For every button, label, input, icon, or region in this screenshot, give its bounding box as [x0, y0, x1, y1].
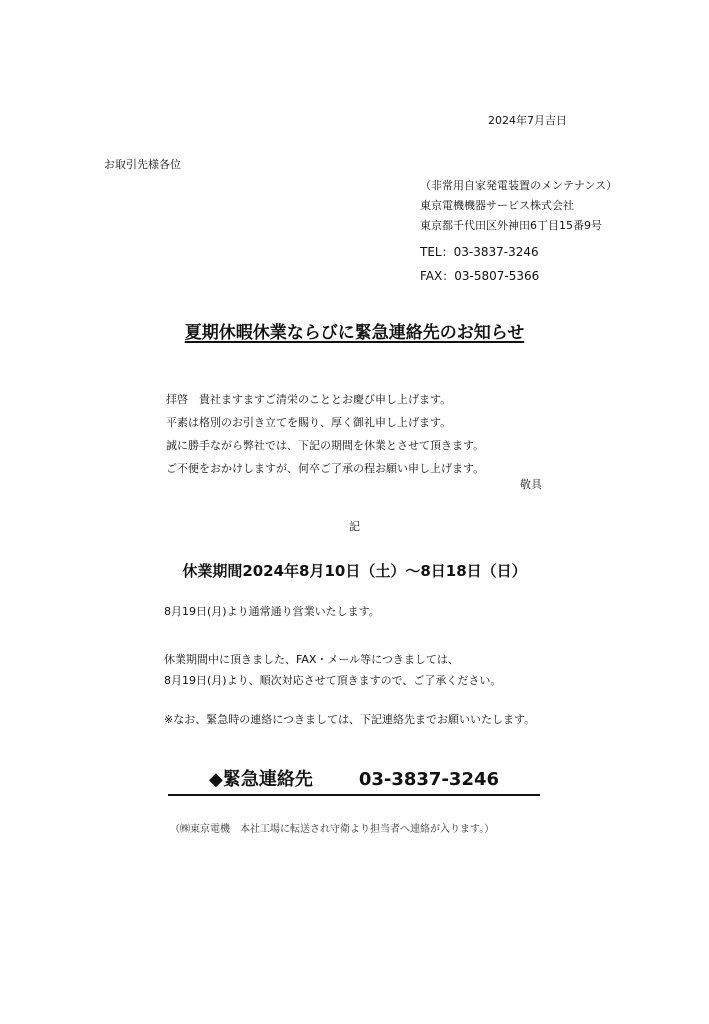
- notice-title: 夏期休暇休業ならびに緊急連絡先のお知らせ: [184, 323, 525, 343]
- sender-tel: TEL：03-3837-3246: [420, 245, 539, 259]
- closing-word: 敬具: [520, 478, 542, 491]
- greeting-line: ご不便をおかけしますが、何卒ご了承の程お願い申し上げます。: [166, 462, 485, 475]
- sender-block: [420, 176, 617, 288]
- emergency-note: ※なお、緊急時の連絡につきましては、下記連絡先までお願いいたします。: [164, 713, 536, 726]
- emergency-label: ◆緊急連絡先: [208, 769, 313, 790]
- during-line: 休業期間中に頂きました、FAX・メール等につきましては、: [164, 653, 459, 666]
- notice-title-container: [0, 318, 709, 343]
- ki-heading: 記: [349, 520, 360, 533]
- greeting-line: 拝啓 貴社ますますご清栄のこととお慶び申し上げます。: [166, 393, 452, 406]
- greeting-line: 誠に勝手ながら弊社では、下記の期間を休業とさせて頂きます。: [166, 439, 485, 452]
- emergency-contact: [168, 765, 540, 796]
- emergency-phone: 03-3837-3246: [358, 769, 500, 790]
- greeting-paragraph: [166, 388, 484, 480]
- sender-address: 東京都千代田区外神田6丁目15番9号: [420, 219, 602, 232]
- during-closure-paragraph: [164, 649, 501, 691]
- sender-fax: FAX：03-5807-5366: [420, 269, 540, 283]
- resume-notice: 8月19日(月)より通常通り営業いたします。: [164, 605, 380, 618]
- footnote: （㈱東京電機 本社工場に転送され守衛より担当者へ連絡が入ります。）: [170, 824, 495, 835]
- sender-department: （非常用自家発電装置のメンテナンス）: [420, 179, 618, 192]
- greeting-line: 平素は格別のお引き立てを賜り、厚く御礼申し上げます。: [166, 416, 452, 429]
- document-date: 2024年7月吉日: [488, 114, 567, 127]
- addressee: お取引先様各位: [104, 158, 181, 171]
- closure-period: 休業期間2024年8月10日（土）～8日18日（日）: [182, 562, 527, 580]
- sender-company: 東京電機機器サービス株式会社: [420, 199, 574, 212]
- during-line: 8月19日(月)より、順次対応させて頂きますので、ご了承ください。: [164, 674, 502, 687]
